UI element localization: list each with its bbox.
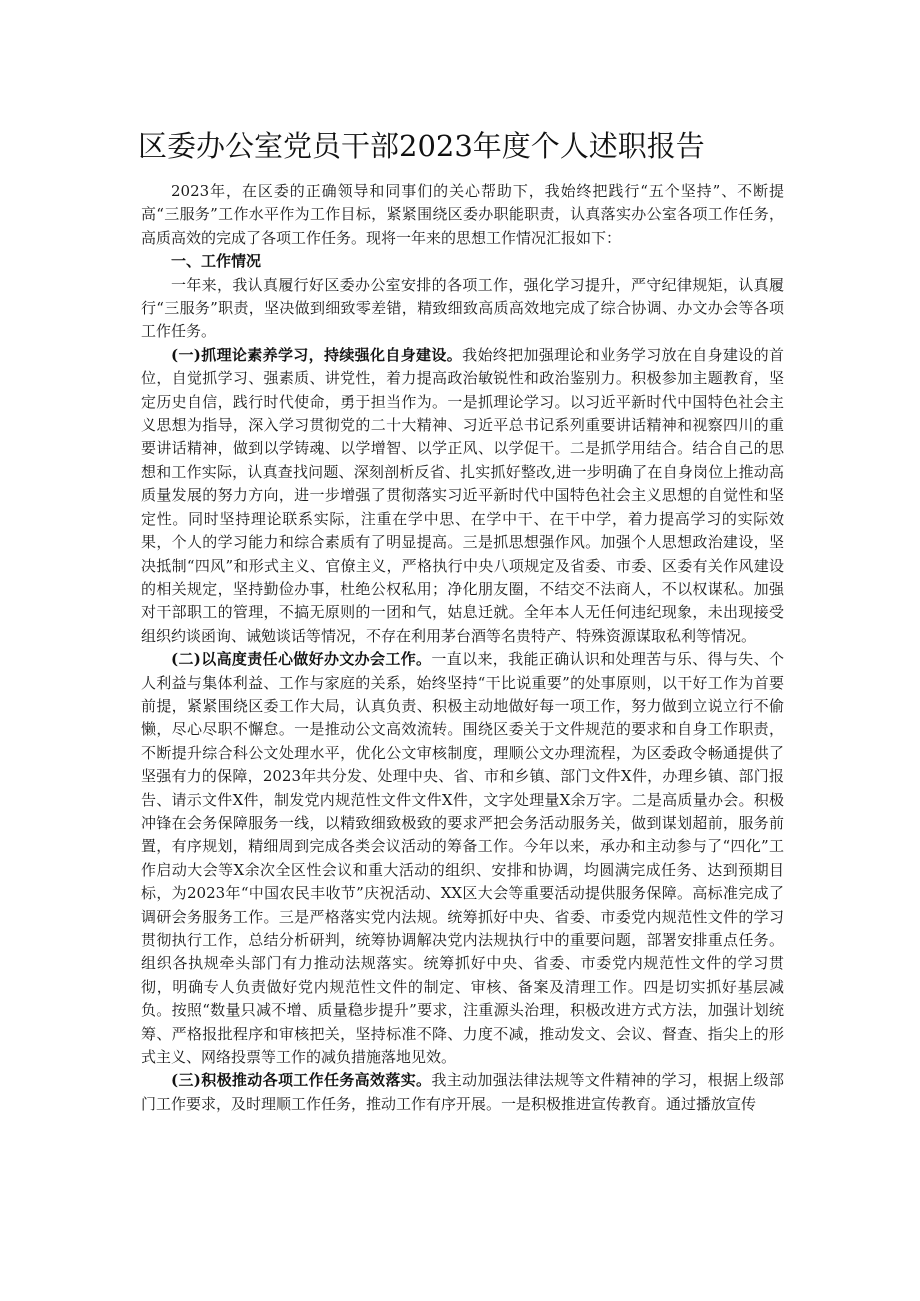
section-heading-work-status: 一、工作情况: [171, 252, 262, 271]
item-text-task-implementation: 我主动加强法律法规等文件精神的学习，根据上级部门工作要求，及时理顺工作任务，推动工作有序开展。一是积极推进宣传教育。通过播放宣传: [141, 1071, 784, 1113]
intro-paragraph: 2023年，在区委的正确领导和同事们的关心帮助下，我始终把践行“五个坚持”、不断提高“三服务”工作水平作为工作目标，紧紧围绕区委办职能职责，认真落实办公室各项工作任务，高质高效的完成了各项工作任务。现将一年来的思想工作情况汇报如下：: [141, 182, 784, 247]
document-title: 区委办公室党员干部2023年度个人述职报告: [138, 129, 705, 163]
item-text-document-meeting: 一直以来，我能正确认识和处理苦与乐、得与失、个人利益与集体利益、工作与家庭的关系，始终坚持“干比说重要”的处事原则，以干好工作为首要前提，紧紧围绕区委工作大局，认真负责、积极主动地做好每一项工作，努力做到立说立行不偷懒，尽心尽职不懈怠。一是推动公文高效流转。围绕区委关于文件规范的要求和自身工作职责，不断提升综合科公文处理水平，优化公文审核制度，理顺公文办理流程，为区委政令畅通提供了坚强有力的保障，2023年共分发、处理中央、省、市和乡镇、部门文件X件，办理乡镇、部门报告、请示文件X件，制发党内规范性文件文件X件，文字处理量X余万字。二是高质量办会。积极冲锋在会务保障服务一线，以精致细致极致的要求严把会务活动服务关，做到谋划超前，服务前置，有序规划，精细周到完成各类会议活动的筹备工作。今年以来，承办和主动参与了“四化”工作启动大会等X余次全区性会议和重大活动的组织、安排和协调，均圆满完成任务、达到预期目标，为2023年“中国农民丰收节”庆祝活动、XX区大会等重要活动提供服务保障。高标准完成了调研会务服务工作。三是严格落实党内法规。统筹抓好中央、省委、市委党内规范性文件的学习贯彻执行工作，总结分析研判，统筹协调解决党内法规执行中的重要问题，部署安排重点任务。组织各执规牵头部门有力推动法规落实。统筹抓好中央、省委、市委党内规范性文件的学习贯彻，明确专人负责做好党内规范性文件的制定、审核、备案及清理工作。四是切实抓好基层减负。按照“数量只减不增、质量稳步提升”要求，注重源头治理，积极改进方式方法，加强计划统筹、严格报批程序和审核把关，坚持标准不降、力度不减，推动发文、会议、督查、指尖上的形式主义、网络投票等工作的减负措施落地见效。: [141, 650, 784, 1067]
item-text-theory-study: 我始终把加强理论和业务学习放在自身建设的首位，自觉抓学习、强素质、讲党性，着力提高政治敏锐性和政治鉴别力。积极参加主题教育，坚定历史自信，践行时代使命，勇于担当作为。一是抓理论学习。以习近平新时代中国特色社会主义思想为指导，深入学习贯彻党的二十大精神、习近平总书记系列重要讲话精神和视察四川的重要讲话精神，做到以学铸魂、以学增智、以学正风、以学促干。二是抓学用结合。结合自己的思想和工作实际，认真查找问题、深刻剖析反省、扎实抓好整改,进一步明确了在自身岗位上推动高质量发展的努力方向，进一步增强了贯彻落实习近平新时代中国特色社会主义思想的自觉性和坚定性。同时坚持理论联系实际，注重在学中思、在学中干、在干中学，着力提高学习的实际效果，个人的学习能力和综合素质有了明显提高。三是抓思想强作风。加强个人思想政治建设，坚决抵制“四风”和形式主义、官僚主义，严格执行中央八项规定及省委、市委、区委有关作风建设的相关规定，坚持勤俭办事，杜绝公权私用；净化朋友圈，不结交不法商人，不以权谋私。加强对干部职工的管理，不搞无原则的一团和气，姑息迁就。全年本人无任何违纪现象，未出现接受组织约谈函询、诫勉谈话等情况，不存在利用茅台酒等名贵特产、特殊资源谋取私利等情况。: [141, 345, 784, 645]
item-paragraph-document-meeting: [141, 648, 784, 1069]
item-paragraph-task-implementation: [141, 1069, 784, 1116]
item-paragraph-theory-study: [141, 344, 784, 648]
item-lead-task-implementation: (三)积极推动各项工作任务高效落实。: [171, 1071, 432, 1090]
item-lead-theory-study: (一)抓理论素养学习，持续强化自身建设。: [171, 345, 463, 364]
item-lead-document-meeting: (二)以高度责任心做好办文办会工作。: [171, 650, 432, 669]
overview-paragraph: 一年来，我认真履行好区委办公室安排的各项工作，强化学习提升，严守纪律规矩，认真履行“三服务”职责，坚决做到细致零差错，精致细致高质高效地完成了综合协调、办文办会等各项工作任务。: [141, 275, 784, 341]
document-body: [141, 180, 784, 1116]
